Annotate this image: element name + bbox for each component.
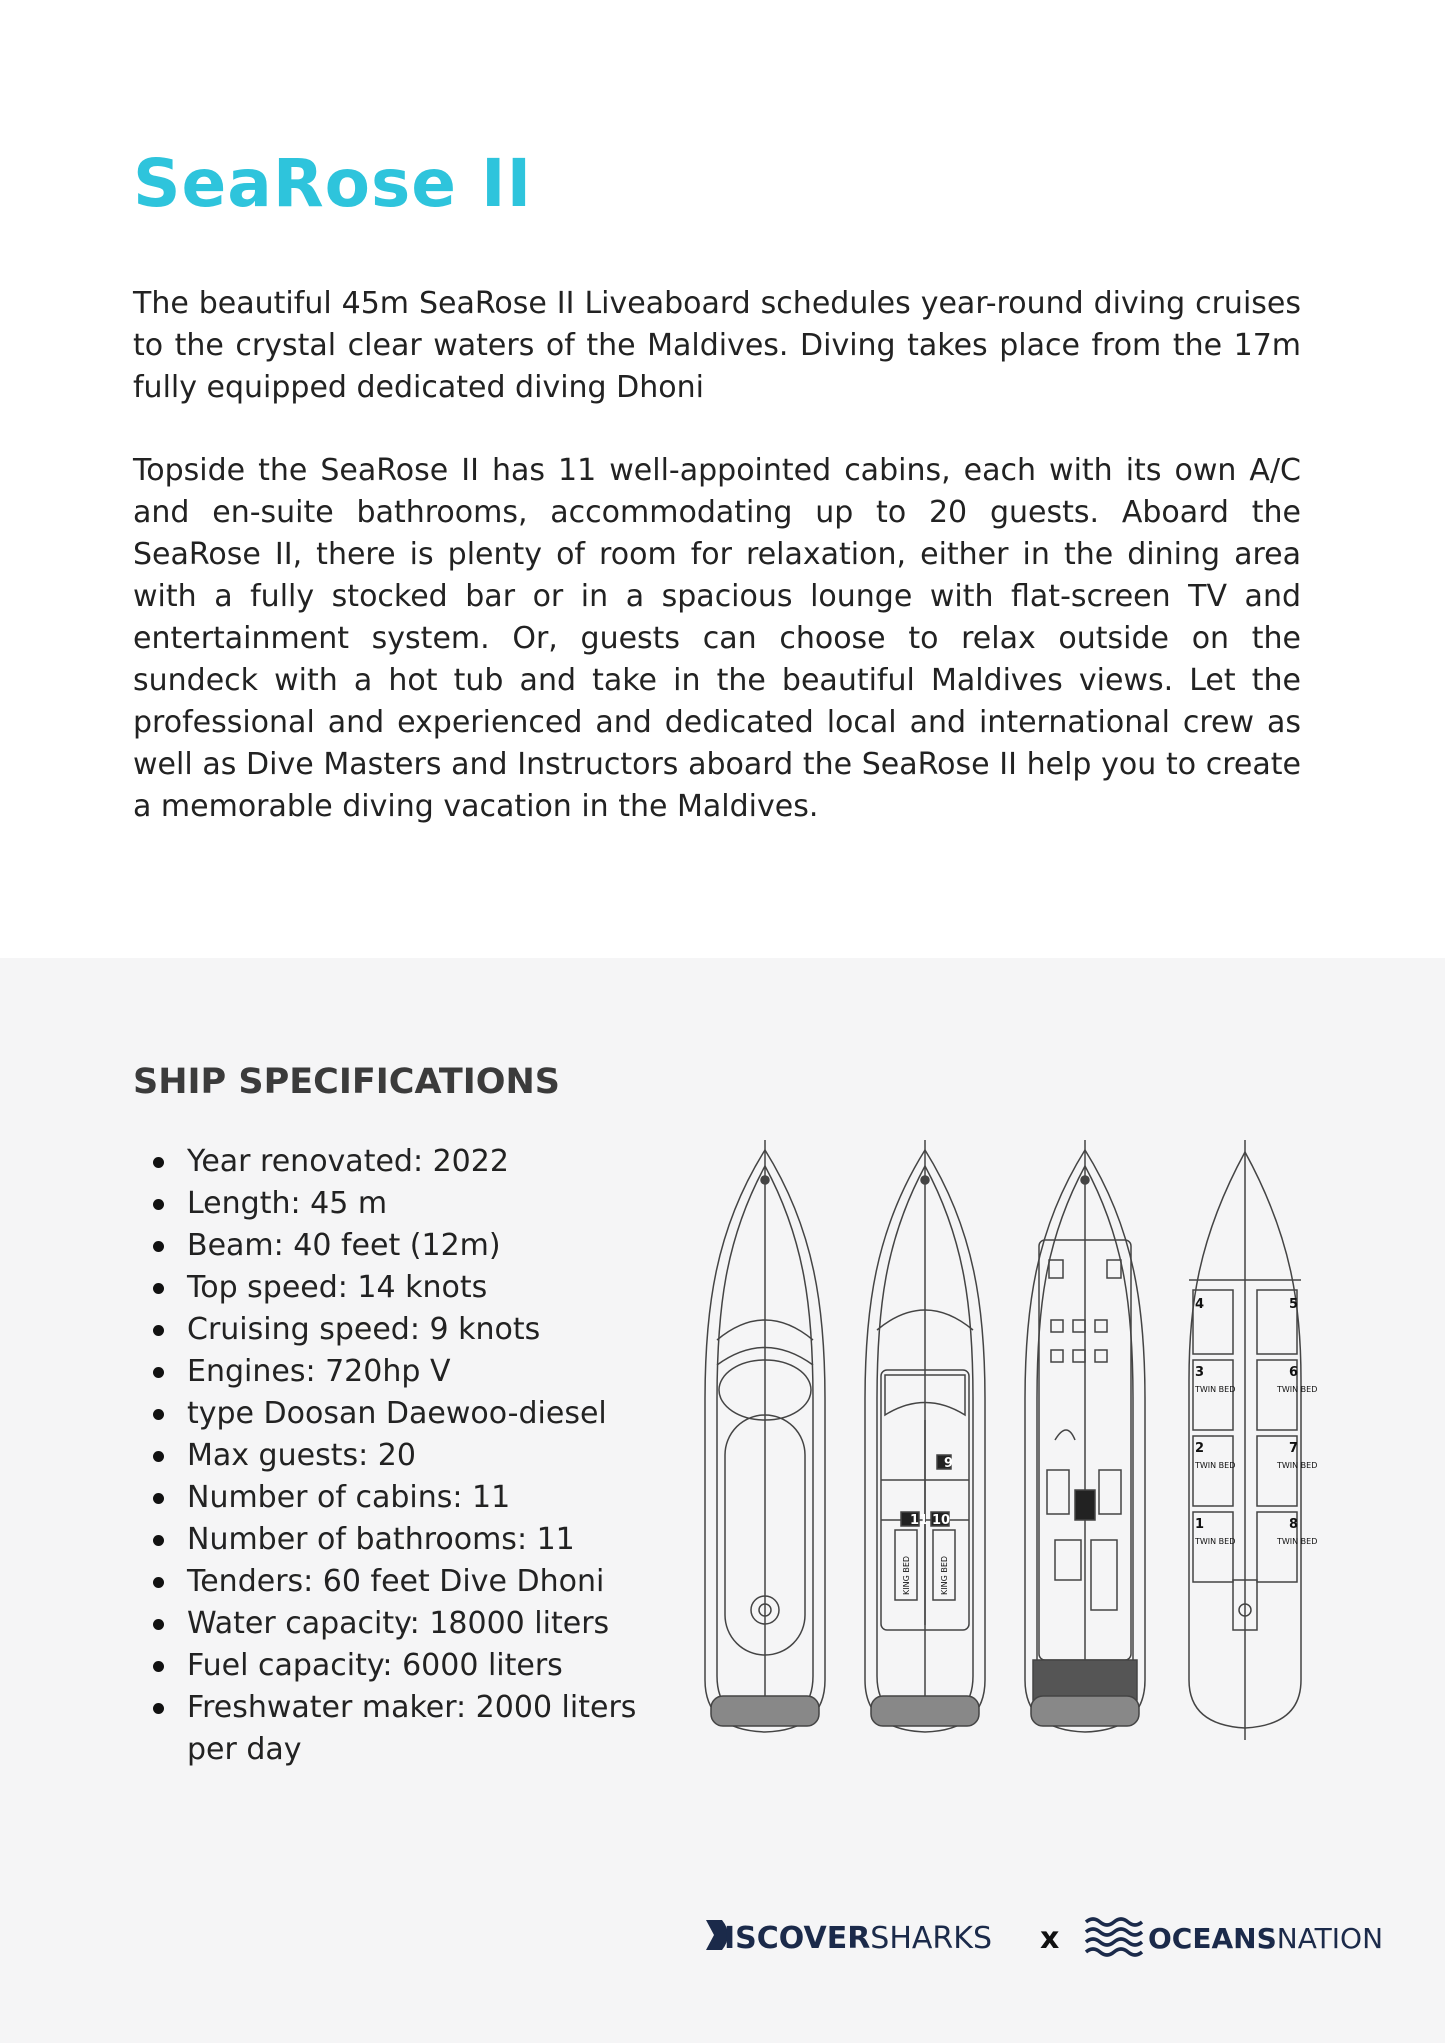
spec-item: Length: 45 m [133,1183,653,1225]
cabin-number: 10 [932,1513,951,1528]
deck-plan-drawings [695,1140,1335,1740]
bed-label: TWIN BED [1277,1461,1318,1470]
footer-logos [700,1910,1384,1960]
bed-label: TWIN BED [1195,1537,1236,1546]
spec-item: Beam: 40 feet (12m) [133,1225,653,1267]
cabin-number: 7 [1289,1441,1299,1456]
cabin-number: 9 [944,1456,954,1471]
bed-label: KING BED [940,1555,949,1595]
logo-text-light: SHARKS [870,1921,992,1956]
cabin-number: 4 [1195,1297,1205,1312]
waves-icon [1086,1919,1142,1955]
spec-item: Top speed: 14 knots [133,1267,653,1309]
discover-sharks-logo [706,1920,992,1956]
cabin-number: 11 [910,1513,929,1528]
logo-text-bold: ISCOVER [724,1921,871,1956]
cabin-number: 2 [1195,1441,1205,1456]
deck-plan-2 [865,1140,985,1732]
deck-plan-1 [705,1140,825,1732]
spec-item: type Doosan Daewoo-diesel [133,1393,653,1435]
spec-item: Number of bathrooms: 11 [133,1519,653,1561]
bed-label: KING BED [902,1555,911,1595]
logo-text-bold: OCEANS [1148,1922,1277,1955]
bed-label: TWIN BED [1195,1461,1236,1470]
cabin-number: 5 [1289,1297,1299,1312]
bed-label: TWIN BED [1277,1385,1318,1394]
logo-separator: x [1040,1921,1060,1956]
deck-plan-4 [1189,1140,1301,1740]
logo-text-light: NATION [1276,1922,1384,1955]
spec-item: Freshwater maker: 2000 liters per day [133,1687,653,1771]
spec-item: Max guests: 20 [133,1435,653,1477]
spec-item: Cruising speed: 9 knots [133,1309,653,1351]
spec-item: Number of cabins: 11 [133,1477,653,1519]
spec-item: Water capacity: 18000 liters [133,1603,653,1645]
svg-text:OCEANSNATION [1148,1922,1383,1955]
spec-item: Fuel capacity: 6000 liters [133,1645,653,1687]
intro-paragraph: The beautiful 45m SeaRose II Liveaboard schedules year-round diving cruises to the crystal clear waters of the Maldives. Diving takes place from the 17m fully equipped dedicated diving Dhoni [133,286,1301,405]
spec-item: Engines: 720hp V [133,1351,653,1393]
specifications-list [133,1141,653,1771]
deck-plan-3 [1025,1140,1145,1732]
details-paragraph: Topside the SeaRose II has 11 well-appointed cabins, each with its own A/C and en-suite bathrooms, accommodating up to 20 guests. Aboard the SeaRose II, there is plenty of room for relaxation, either in the dining area with a fully stocked bar or in a spacious lounge with flat-screen TV and entertainment system. Or, guests can choose to relax outside on the sundeck with a hot tub and take in the beautiful Maldives views. Let the professional and experienced and dedicated local and international crew as well as Dive Masters and Instructors aboard the SeaRose II help you to create a memorable diving vacation in the Maldives. [133,453,1301,824]
page-title: SeaRose II [133,145,533,222]
svg-text:ISCOVERSHARKS [724,1921,992,1956]
cabin-number: 1 [1195,1517,1205,1532]
bed-label: TWIN BED [1195,1385,1236,1394]
bed-label: TWIN BED [1277,1537,1318,1546]
oceans-nation-logo [1086,1919,1383,1955]
cabin-number: 3 [1195,1365,1205,1380]
spec-item: Tenders: 60 feet Dive Dhoni [133,1561,653,1603]
spec-item: Year renovated: 2022 [133,1141,653,1183]
cabin-number: 8 [1289,1517,1299,1532]
cabin-number: 6 [1289,1365,1299,1380]
specifications-heading: SHIP SPECIFICATIONS [133,1062,560,1102]
